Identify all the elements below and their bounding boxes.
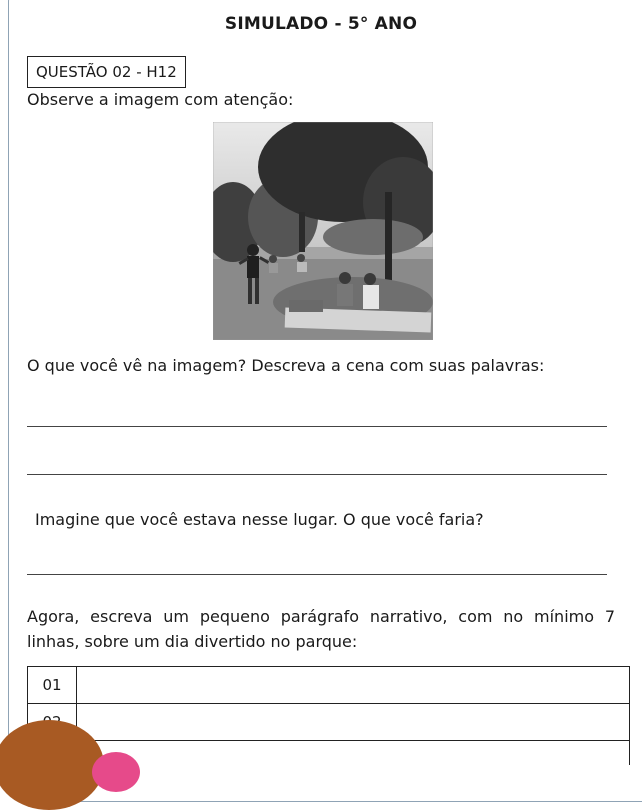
question-code-box: QUESTÃO 02 - H12 xyxy=(27,56,186,88)
describe-prompt: O que você vê na imagem? Descreva a cena com suas palavras: xyxy=(27,356,545,375)
park-picnic-photo xyxy=(213,122,433,340)
decorative-blob-pink xyxy=(92,752,140,792)
writing-line-row xyxy=(28,704,630,741)
writing-line-cell[interactable] xyxy=(77,667,630,704)
answer-line[interactable] xyxy=(27,474,607,475)
writing-line-cell[interactable] xyxy=(77,704,630,741)
answer-line[interactable] xyxy=(27,426,607,427)
decorative-blob xyxy=(0,720,104,810)
instruction-text: Observe a imagem com atenção: xyxy=(27,90,294,109)
page-title: SIMULADO - 5° ANO xyxy=(224,14,418,34)
writing-line-row xyxy=(28,667,630,704)
imagine-prompt: Imagine que você estava nesse lugar. O que você faria? xyxy=(35,510,484,529)
writing-lines-table xyxy=(27,666,630,765)
line-number: 01 xyxy=(28,667,77,704)
writing-line-cell[interactable] xyxy=(77,741,630,766)
answer-line[interactable] xyxy=(27,574,607,575)
narrative-prompt: Agora, escreva um pequeno parágrafo narrativo, com no mínimo 7 linhas, sobre um dia divertido no parque: xyxy=(27,607,615,651)
